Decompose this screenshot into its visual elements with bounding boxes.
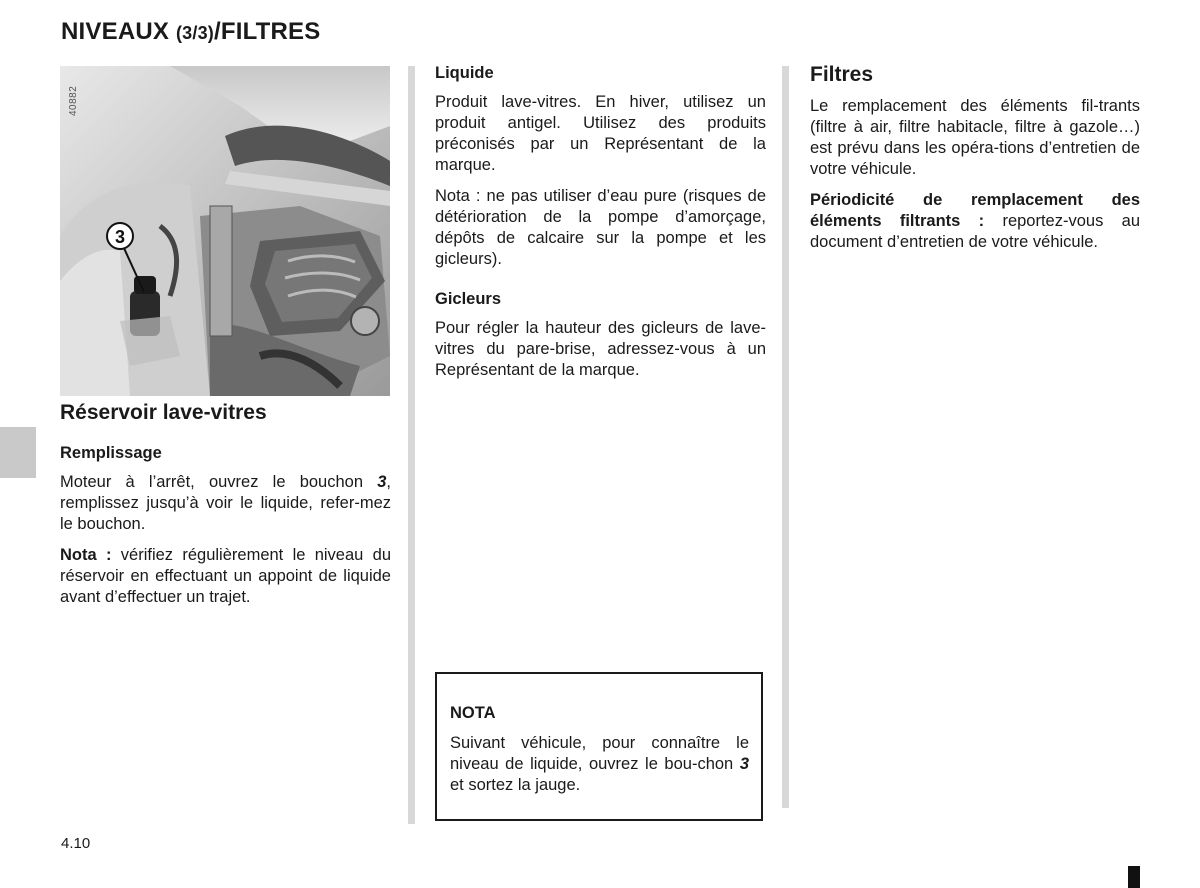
title-main: NIVEAUX — [61, 18, 176, 45]
page-title — [61, 18, 320, 46]
corner-print-mark — [1128, 866, 1140, 888]
section-heading-filtres: Filtres — [810, 63, 874, 86]
ref-bouchon-3-nota: 3 — [739, 755, 749, 773]
engine-bay-drawing — [60, 66, 390, 396]
subheading-remplissage: Remplissage — [60, 444, 162, 462]
column-divider-right — [782, 66, 789, 808]
paragraph-periodicite: Périodicité de remplacement des éléments filtrants : reportez-vous au document d’entretien de votre véhicule. — [810, 191, 1140, 251]
engine-bay-illustration — [60, 66, 390, 396]
page-number: 4.10 — [61, 835, 91, 852]
paragraph-filtres: Le remplacement des éléments fil-trants (filtre à air, filtre habitacle, filtre à gazole…) est prévu dans les opéra-tions d’entretien de votre véhicule. — [810, 97, 1140, 178]
nota-box-text: Suivant véhicule, pour connaître le niveau de liquide, ouvrez le bou-chon 3 et sortez la jauge. — [450, 734, 749, 794]
paragraph-nota-eau: Nota : ne pas utiliser d’eau pure (risques de détérioration de la pompe d’amorçage, dépôts de calcaire sur la pompe et les gicleurs). — [435, 187, 766, 268]
column-liquide — [435, 62, 766, 391]
column-divider-left — [408, 66, 415, 824]
subheading-liquide: Liquide — [435, 64, 494, 82]
column-filtres — [810, 62, 1140, 263]
section-heading-reservoir: Réservoir lave-vitres — [60, 401, 267, 424]
nota-label: Nota : — [60, 546, 112, 564]
nota-box-heading: NOTA — [450, 704, 496, 722]
paragraph-nota-niveau: Nota : vérifiez régulièrement le niveau du réservoir en effectuant un appoint de liquide avant d’effectuer un trajet. — [60, 546, 392, 606]
periodicite-label: Périodicité de remplacement des éléments filtrants : — [810, 191, 1140, 230]
paragraph-gicleurs: Pour régler la hauteur des gicleurs de lave-vitres du pare-brise, adressez-vous à un Représentant de la marque. — [435, 319, 766, 379]
paragraph-liquide: Produit lave-vitres. En hiver, utilisez un produit antigel. Utilisez des produits préconisés par un Représentant de la marque. — [435, 93, 766, 174]
title-end: /FILTRES — [213, 18, 321, 45]
callout-3: 3 — [114, 227, 126, 247]
figure-reference: 40882 — [68, 85, 79, 116]
chapter-tab — [0, 427, 36, 478]
subheading-gicleurs: Gicleurs — [435, 290, 502, 308]
column-reservoir — [60, 400, 391, 618]
paragraph-remplissage: Moteur à l’arrêt, ouvrez le bouchon 3, remplissez jusqu’à voir le liquide, refer-mez le bouchon. — [60, 473, 391, 533]
title-page-indicator: (3/3) — [175, 23, 214, 43]
nota-box — [435, 672, 763, 821]
ref-bouchon-3: 3 — [377, 473, 387, 491]
